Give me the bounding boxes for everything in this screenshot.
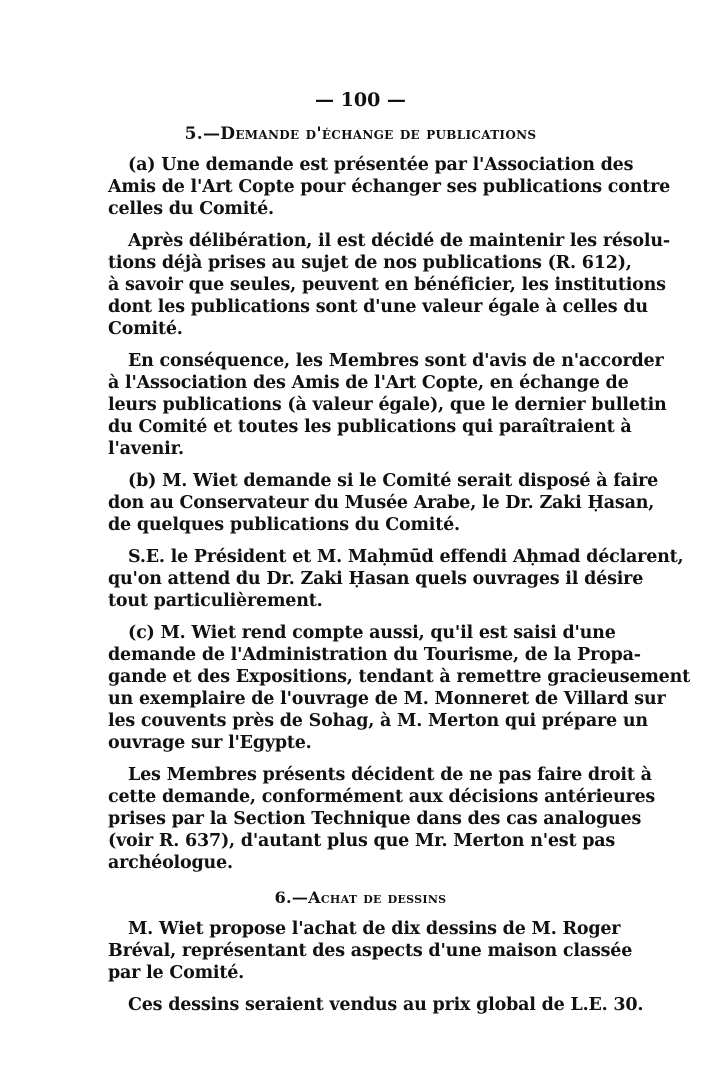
document-body [108, 122, 690, 1016]
text-line: archéologue. [108, 853, 233, 873]
text-line: tout particulièrement. [108, 591, 323, 611]
text-line: ouvrage sur l'Egypte. [108, 733, 312, 753]
text-line: Ces dessins seraient vendus au prix global de L.E. 30. [128, 995, 644, 1015]
paragraph [108, 470, 659, 536]
text-line: un exemplaire de l'ouvrage de M. Monneret de Villard sur [108, 689, 666, 709]
paragraph [108, 622, 690, 754]
text-line: Comité. [108, 319, 183, 339]
section [108, 886, 644, 1016]
paragraph [108, 154, 671, 220]
text-line: Bréval, représentant des aspects d'une maison classée [108, 941, 633, 961]
page-number: — 100 — [315, 89, 406, 111]
text-line: à l'Association des Amis de l'Art Copte, en échange de [108, 373, 629, 393]
paragraph [108, 994, 644, 1016]
text-line: (a) Une demande est présentée par l'Association des [128, 155, 634, 175]
text-line: (voir R. 637), d'autant plus que Mr. Merton n'est pas [108, 831, 616, 851]
text-line: En conséquence, les Membres sont d'avis de n'accorder [128, 351, 664, 371]
text-line: par le Comité. [108, 963, 245, 983]
text-line: M. Wiet propose l'achat de dix dessins de M. Roger [128, 919, 621, 939]
paragraph [108, 350, 667, 460]
paragraph [108, 546, 684, 612]
text-line: (b) M. Wiet demande si le Comité serait disposé à faire [128, 471, 659, 491]
paragraph [108, 230, 670, 340]
text-line: (c) M. Wiet rend compte aussi, qu'il est saisi d'une [128, 623, 616, 643]
section-heading: 6.—Achat de dessins [274, 888, 447, 907]
text-line: Après délibération, il est décidé de maintenir les résolu- [128, 231, 670, 251]
text-line: dont les publications sont d'une valeur égale à celles du [108, 297, 648, 317]
text-line: qu'on attend du Dr. Zaki Ḥasan quels ouvrages il désire [108, 569, 644, 589]
section [108, 122, 690, 874]
text-line: tions déjà prises au sujet de nos publications (R. 612), [108, 253, 632, 273]
text-line: l'avenir. [108, 439, 184, 459]
text-line: du Comité et toutes les publications qui paraîtraient à [108, 417, 632, 437]
text-line: les couvents près de Sohag, à M. Merton qui prépare un [108, 711, 648, 731]
text-line: leurs publications (à valeur égale), que le dernier bulletin [108, 395, 667, 415]
text-line: Amis de l'Art Copte pour échanger ses publications contre [108, 177, 671, 197]
text-line: don au Conservateur du Musée Arabe, le Dr. Zaki Ḥasan, [108, 493, 655, 513]
paragraph [108, 764, 656, 874]
text-line: gande et des Expositions, tendant à remettre gracieusement [108, 667, 690, 687]
paragraph [108, 918, 633, 984]
text-line: à savoir que seules, peuvent en bénéficier, les institutions [108, 275, 666, 295]
text-line: S.E. le Président et M. Maḥmūd effendi Aḥmad déclarent, [128, 547, 684, 567]
section-heading: 5.—Demande d'échange de publications [184, 124, 537, 144]
text-line: demande de l'Administration du Tourisme, de la Propa- [108, 645, 641, 665]
text-line: Les Membres présents décident de ne pas faire droit à [128, 765, 652, 785]
text-line: prises par la Section Technique dans des cas analogues [108, 809, 642, 829]
document-page [108, 86, 690, 1026]
text-line: celles du Comité. [108, 199, 274, 219]
text-line: de quelques publications du Comité. [108, 515, 460, 535]
text-line: cette demande, conformément aux décisions antérieures [108, 787, 656, 807]
